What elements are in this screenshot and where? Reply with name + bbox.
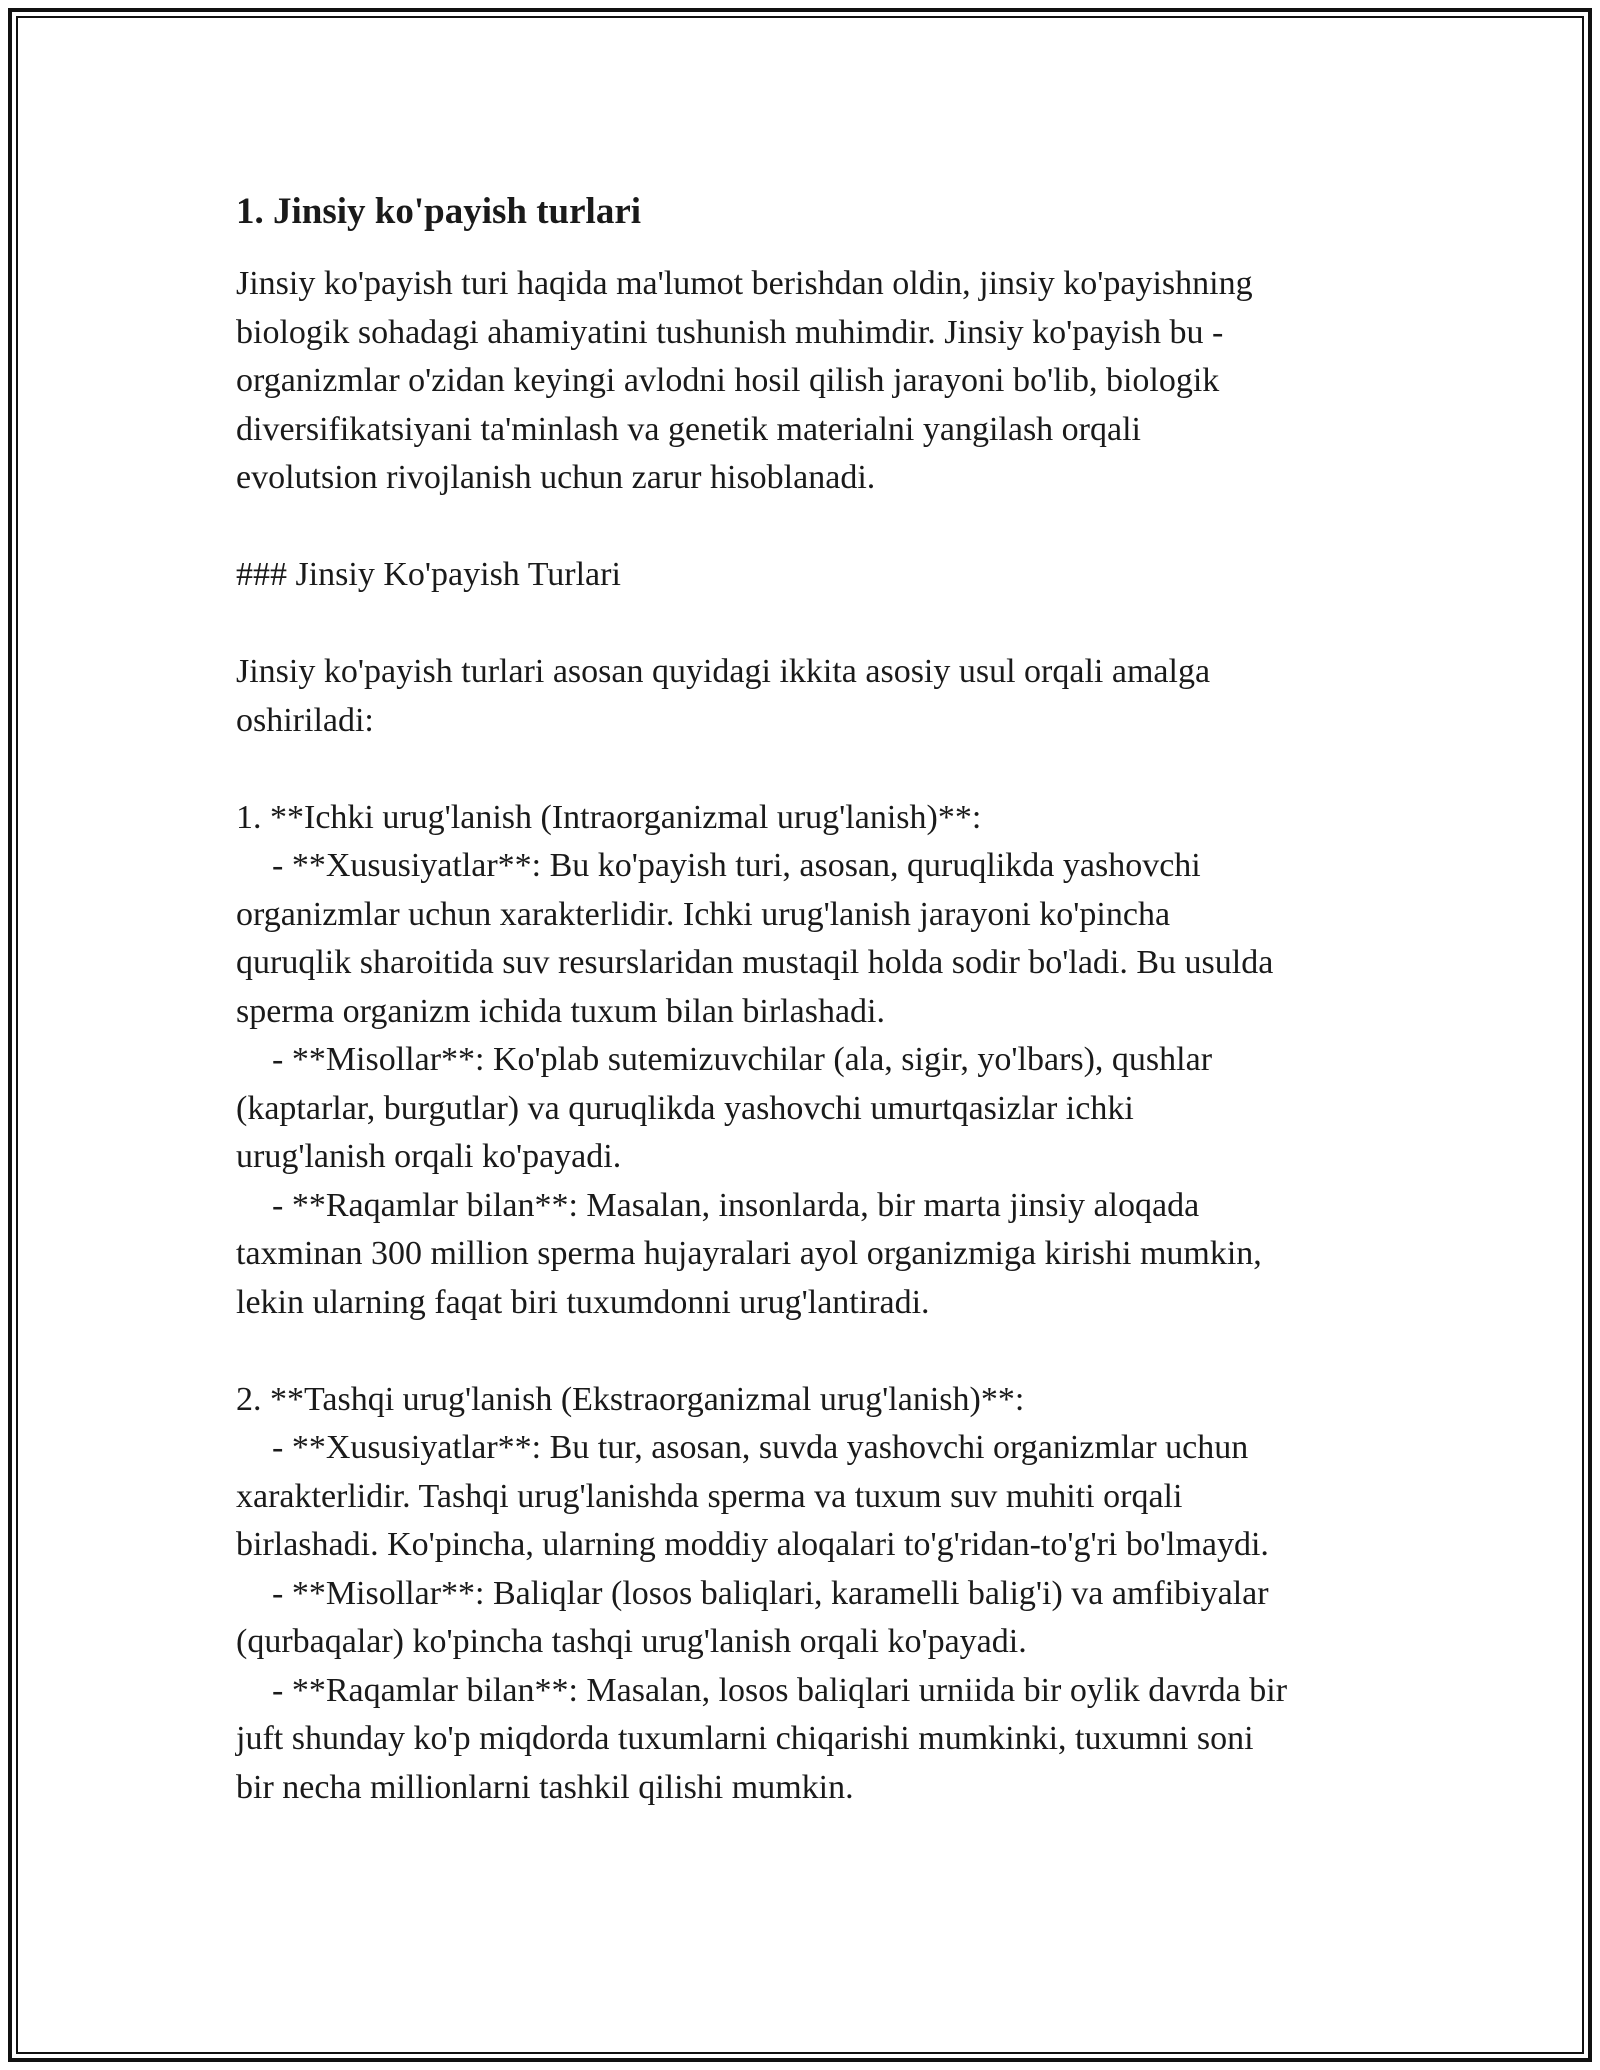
features-line: - **Xususiyatlar**: Bu tur, asosan, suvda yashovchi organizmlar uchun bbox=[272, 1429, 1249, 1466]
features-line: sperma organizm ichida tuxum bilan birlashadi. bbox=[236, 992, 885, 1030]
intro-line: biologik sohadagi ahamiyatini tushunish muhimdir. Jinsiy ko'payish bu - bbox=[236, 313, 1224, 351]
intro-line: organizmlar o'zidan keyingi avlodni hosil qilish jarayoni bo'lib, biologik bbox=[236, 362, 1220, 399]
intro-paragraph bbox=[236, 260, 1416, 503]
numbers-line: - **Raqamlar bilan**: Masalan, losos baliqlari urniida bir oylik davrda bir bbox=[272, 1671, 1288, 1709]
features-line: xarakterlidir. Tashqi urug'lanishda sperma va tuxum suv muhiti orqali bbox=[236, 1477, 1183, 1515]
intro-line: diversifikatsiyani ta'minlash va genetik materialni yangilash orqali bbox=[236, 410, 1141, 448]
document-body bbox=[236, 186, 1416, 1812]
lead-line: oshiriladi: bbox=[236, 701, 374, 739]
section-external-fertilization bbox=[236, 1376, 1416, 1813]
section-title: 1. **Ichki urug'lanish (Intraorganizmal urug'lanish)**: bbox=[236, 798, 982, 836]
intro-line: Jinsiy ko'payish turi haqida ma'lumot berishdan oldin, jinsiy ko'payishning bbox=[236, 265, 1253, 302]
spacer bbox=[236, 745, 1416, 794]
section-title: 2. **Tashqi urug'lanish (Ekstraorganizmal urug'lanish)**: bbox=[236, 1380, 1025, 1418]
spacer bbox=[236, 503, 1416, 552]
numbers-line: bir necha millionlarni tashkil qilishi mumkin. bbox=[236, 1768, 854, 1806]
intro-line: evolutsion rivojlanish uchun zarur hisoblanadi. bbox=[236, 459, 876, 496]
lead-line: Jinsiy ko'payish turlari asosan quyidagi ikkita asosiy usul orqali amalga bbox=[236, 653, 1211, 690]
examples-line: (kaptarlar, burgutlar) va quruqlikda yashovchi umurtqasizlar ichki bbox=[236, 1089, 1134, 1127]
examples-line: - **Misollar**: Ko'plab sutemizuvchilar (ala, sigir, yo'lbars), qushlar bbox=[272, 1041, 1213, 1078]
numbers-line: taxminan 300 million sperma hujayralari ayol organizmiga kirishi mumkin, bbox=[236, 1235, 1262, 1272]
features-line: birlashadi. Ko'pincha, ularning moddiy aloqalari to'g'ridan-to'g'ri bo'lmaydi. bbox=[236, 1526, 1269, 1563]
features-line: - **Xususiyatlar**: Bu ko'payish turi, asosan, quruqlikda yashovchi bbox=[272, 847, 1201, 884]
section-internal-fertilization bbox=[236, 794, 1416, 1328]
subheading: ### Jinsiy Ko'payish Turlari bbox=[236, 556, 621, 593]
examples-line: urug'lanish orqali ko'payadi. bbox=[236, 1138, 622, 1175]
examples-line: (qurbaqalar) ko'pincha tashqi urug'lanish orqali ko'payadi. bbox=[236, 1623, 1027, 1660]
document-heading: 1. Jinsiy ko'payish turlari bbox=[236, 191, 642, 232]
features-line: organizmlar uchun xarakterlidir. Ichki urug'lanish jarayoni ko'pincha bbox=[236, 895, 1171, 933]
numbers-line: - **Raqamlar bilan**: Masalan, insonlarda, bir marta jinsiy aloqada bbox=[272, 1186, 1200, 1224]
examples-line: - **Misollar**: Baliqlar (losos baliqlari, karamelli balig'i) va amfibiyalar bbox=[272, 1574, 1269, 1612]
features-line: quruqlik sharoitida suv resurslaridan mustaqil holda sodir bo'ladi. Bu usulda bbox=[236, 944, 1274, 981]
numbers-line: juft shunday ko'p miqdorda tuxumlarni chiqarishi mumkinki, tuxumni soni bbox=[236, 1720, 1254, 1757]
numbers-line: lekin ularning faqat biri tuxumdonni urug'lantiradi. bbox=[236, 1283, 930, 1321]
spacer bbox=[236, 600, 1416, 649]
lead-paragraph bbox=[236, 648, 1416, 745]
spacer bbox=[236, 1327, 1416, 1376]
